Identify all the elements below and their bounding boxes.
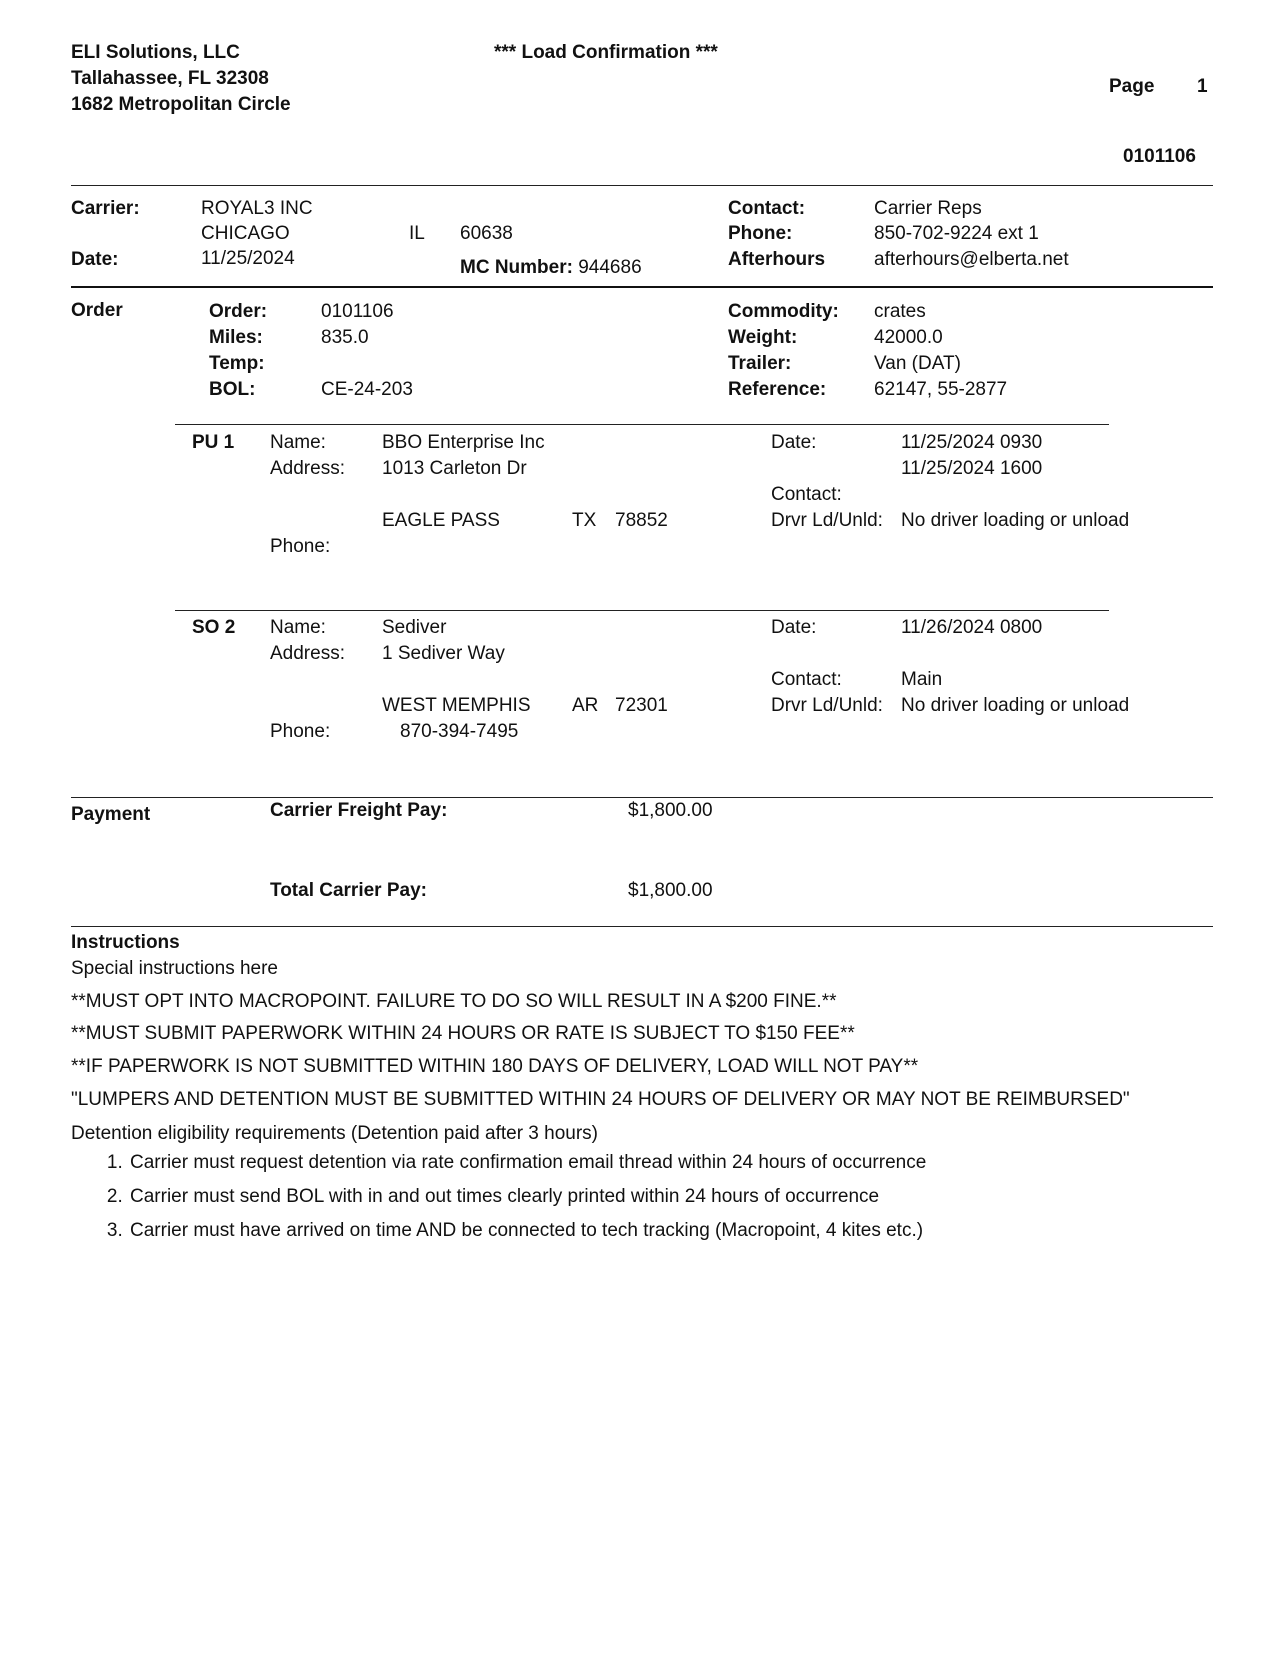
company-city: Tallahassee, FL 32308 bbox=[71, 68, 269, 89]
divider bbox=[71, 286, 1213, 288]
carrier-city: CHICAGO bbox=[201, 223, 290, 244]
stop-date-label: Date: bbox=[771, 432, 817, 453]
instruction-line: **MUST SUBMIT PAPERWORK WITHIN 24 HOURS OR RATE IS SUBJECT TO $150 FEE** bbox=[71, 1023, 855, 1044]
miles-label: Miles: bbox=[209, 327, 263, 348]
company-name: ELI Solutions, LLC bbox=[71, 42, 240, 63]
mc-number: 944686 bbox=[578, 257, 642, 278]
commodity-value: crates bbox=[874, 301, 926, 322]
stop-name-label: Name: bbox=[270, 617, 326, 638]
carrier-name: ROYAL3 INC bbox=[201, 198, 313, 219]
instruction-line: **MUST OPT INTO MACROPOINT. FAILURE TO DO SO WILL RESULT IN A $200 FINE.** bbox=[71, 991, 837, 1012]
stop-address: 1 Sediver Way bbox=[382, 643, 505, 664]
document-title: *** Load Confirmation *** bbox=[494, 42, 718, 63]
divider bbox=[71, 797, 1213, 798]
stop-city: EAGLE PASS bbox=[382, 510, 500, 531]
order-label: Order: bbox=[209, 301, 268, 322]
stop-driver: No driver loading or unload bbox=[901, 695, 1130, 716]
company-street: 1682 Metropolitan Circle bbox=[71, 94, 291, 115]
divider bbox=[175, 424, 1109, 425]
carrier-zip: 60638 bbox=[460, 223, 513, 244]
carrier-phone: 850-702-9224 ext 1 bbox=[874, 223, 1039, 244]
detention-requirements-list bbox=[104, 1150, 926, 1252]
list-item: 1. Carrier must request detention via rate confirmation email thread within 24 hours of occurrence bbox=[128, 1150, 926, 1175]
freight-pay-label: Carrier Freight Pay: bbox=[270, 800, 448, 821]
order-section-label: Order bbox=[71, 300, 123, 321]
stop-date-label: Date: bbox=[771, 617, 817, 638]
stop-contact: Main bbox=[901, 669, 943, 690]
stop-name-label: Name: bbox=[270, 432, 326, 453]
stop-driver-label: Drvr Ld/Unld: bbox=[771, 510, 883, 531]
order-number: 0101106 bbox=[321, 301, 394, 322]
freight-pay-amount: $1,800.00 bbox=[628, 800, 713, 821]
date-label: Date: bbox=[71, 249, 119, 270]
bol-value: CE-24-203 bbox=[321, 379, 413, 400]
stop-driver: No driver loading or unload bbox=[901, 510, 1130, 531]
carrier-state: IL bbox=[409, 223, 425, 244]
phone-label: Phone: bbox=[728, 223, 793, 244]
stop-phone: 870-394-7495 bbox=[400, 721, 519, 742]
stop-date-start: 11/25/2024 0930 bbox=[901, 432, 1043, 453]
stop-contact-label: Contact: bbox=[771, 669, 842, 690]
contact-label: Contact: bbox=[728, 198, 806, 219]
temp-label: Temp: bbox=[209, 353, 265, 374]
weight-value: 42000.0 bbox=[874, 327, 943, 348]
bol-label: BOL: bbox=[209, 379, 256, 400]
carrier-contact: Carrier Reps bbox=[874, 198, 982, 219]
afterhours-label: Afterhours bbox=[728, 249, 826, 270]
stop-phone-label: Phone: bbox=[270, 536, 331, 557]
load-number: 0101106 bbox=[1123, 146, 1196, 167]
carrier-label: Carrier: bbox=[71, 198, 140, 219]
divider bbox=[71, 926, 1213, 927]
carrier-date: 11/25/2024 bbox=[201, 248, 295, 269]
divider bbox=[71, 185, 1213, 186]
stop-address-label: Address: bbox=[270, 458, 345, 479]
list-item: 2. Carrier must send BOL with in and out times clearly printed within 24 hours of occurrence bbox=[128, 1184, 926, 1209]
stop-address-label: Address: bbox=[270, 643, 345, 664]
stop-name: BBO Enterprise Inc bbox=[382, 432, 545, 453]
stop-contact-label: Contact: bbox=[771, 484, 842, 505]
instruction-line: Detention eligibility requirements (Detention paid after 3 hours) bbox=[71, 1123, 598, 1144]
stop-code: SO 2 bbox=[192, 617, 236, 638]
stop-state: AR bbox=[572, 695, 599, 716]
mc-number-line bbox=[460, 257, 642, 279]
total-pay-label: Total Carrier Pay: bbox=[270, 880, 427, 901]
stop-phone-label: Phone: bbox=[270, 721, 331, 742]
reference-label: Reference: bbox=[728, 379, 827, 400]
trailer-label: Trailer: bbox=[728, 353, 792, 374]
stop-zip: 78852 bbox=[615, 510, 668, 531]
total-pay-amount: $1,800.00 bbox=[628, 880, 713, 901]
divider bbox=[175, 610, 1109, 611]
reference-value: 62147, 55-2877 bbox=[874, 379, 1008, 400]
instruction-line: Special instructions here bbox=[71, 958, 278, 979]
stop-date-start: 11/26/2024 0800 bbox=[901, 617, 1043, 638]
stop-code: PU 1 bbox=[192, 432, 235, 453]
list-item: 3. Carrier must have arrived on time AND be connected to tech tracking (Macropoint, 4 kites etc.) bbox=[128, 1218, 926, 1243]
stop-date-end: 11/25/2024 1600 bbox=[901, 458, 1043, 479]
stop-zip: 72301 bbox=[615, 695, 668, 716]
miles-value: 835.0 bbox=[321, 327, 369, 348]
stop-city: WEST MEMPHIS bbox=[382, 695, 531, 716]
trailer-value: Van (DAT) bbox=[874, 353, 961, 374]
page-number: 1 bbox=[1197, 76, 1208, 97]
instructions-heading: Instructions bbox=[71, 932, 180, 953]
payment-section-label: Payment bbox=[71, 804, 151, 825]
stop-address: 1013 Carleton Dr bbox=[382, 458, 527, 479]
stop-name: Sediver bbox=[382, 617, 447, 638]
weight-label: Weight: bbox=[728, 327, 798, 348]
commodity-label: Commodity: bbox=[728, 301, 839, 322]
stop-state: TX bbox=[572, 510, 597, 531]
instruction-line: "LUMPERS AND DETENTION MUST BE SUBMITTED WITHIN 24 HOURS OF DELIVERY OR MAY NOT BE REIMBURSED" bbox=[71, 1089, 1130, 1110]
instruction-line: **IF PAPERWORK IS NOT SUBMITTED WITHIN 180 DAYS OF DELIVERY, LOAD WILL NOT PAY** bbox=[71, 1056, 919, 1077]
stop-driver-label: Drvr Ld/Unld: bbox=[771, 695, 883, 716]
mc-number-label: MC Number: bbox=[460, 257, 573, 278]
afterhours-email: afterhours@elberta.net bbox=[874, 249, 1069, 270]
page-label: Page bbox=[1109, 76, 1155, 97]
